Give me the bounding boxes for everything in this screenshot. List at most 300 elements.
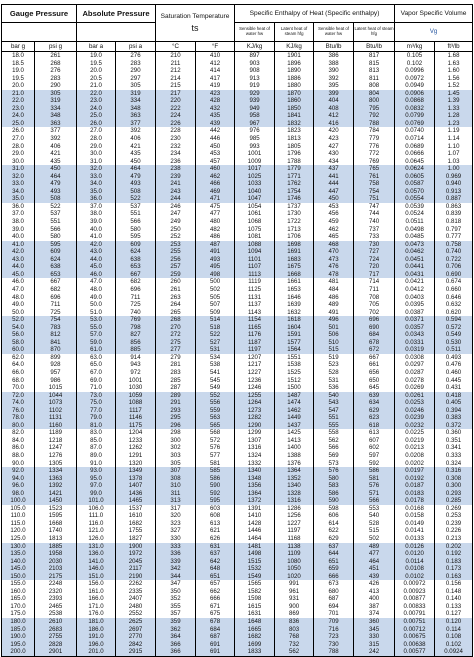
table-cell: 320 [156, 512, 196, 520]
table-cell: 191.0 [77, 633, 116, 641]
table-cell: 0.0133 [395, 535, 435, 543]
table-cell: 761 [354, 173, 395, 181]
table-cell: 73.0 [77, 392, 116, 400]
table-cell: 366 [156, 648, 196, 656]
table-row [2, 218, 473, 226]
table-cell: 410 [196, 52, 235, 60]
table-cell: 80.0 [2, 422, 35, 430]
table-cell: 1187 [235, 339, 275, 347]
table-cell: 432 [196, 105, 235, 113]
table-cell: 508 [35, 195, 77, 203]
table-cell: 41.0 [2, 241, 35, 249]
table-cell: 1168 [275, 535, 314, 543]
table-cell: 1088 [116, 399, 156, 407]
table-cell: 562 [314, 437, 354, 445]
table-cell: 1.52 [435, 82, 473, 90]
table-cell: 1832 [275, 120, 314, 128]
table-cell: 31.0 [77, 158, 116, 166]
table-cell: 0.360 [435, 429, 473, 437]
table-row [2, 497, 473, 505]
table-cell: 1762 [275, 180, 314, 188]
table-cell: 696 [354, 316, 395, 324]
specific-enthalpy-header: Specific Enthalpy of Heat (Specific enthalpy) [235, 5, 395, 23]
table-cell: 1363 [35, 475, 77, 483]
table-cell: 0.0225 [395, 429, 435, 437]
table-cell: 1364 [235, 490, 275, 498]
table-row [2, 324, 473, 332]
table-cell: 903 [235, 60, 275, 68]
table-cell: 1324 [235, 452, 275, 460]
table-cell: 1080 [275, 558, 314, 566]
table-row [2, 75, 473, 83]
table-cell: 0.120 [435, 618, 473, 626]
table-cell: 1813 [275, 135, 314, 143]
table-cell: 0.632 [435, 301, 473, 309]
table-row [2, 143, 473, 151]
table-cell: 105.0 [2, 505, 35, 513]
table-cell: 914 [116, 354, 156, 362]
table-cell: 1900 [116, 543, 156, 551]
table-cell: 0.0114 [395, 558, 435, 566]
table-cell: 1054 [235, 203, 275, 211]
table-cell: 1.60 [435, 67, 473, 75]
table-cell: 1233 [116, 437, 156, 445]
table-cell: 637 [314, 543, 354, 551]
table-cell: 39.0 [77, 218, 116, 226]
table-cell: 815 [354, 60, 395, 68]
table-cell: 510 [314, 339, 354, 347]
table-row [2, 467, 473, 475]
table-cell: 1730 [275, 210, 314, 218]
table-cell: 212 [156, 67, 196, 75]
table-cell: 181.0 [77, 618, 116, 626]
table-cell: 491 [314, 309, 354, 317]
table-cell: 0.127 [435, 610, 473, 618]
table-cell: 26.0 [2, 127, 35, 135]
table-cell: 1033 [235, 180, 275, 188]
table-cell: 0.00638 [395, 641, 435, 649]
table-row [2, 565, 473, 573]
table-cell: 222 [156, 105, 196, 113]
table-cell: 0.0473 [395, 241, 435, 249]
table-cell: 0.0666 [395, 150, 435, 158]
table-cell: 1001 [235, 150, 275, 158]
unit-header: KJ/kg [235, 42, 275, 52]
table-cell: 419 [196, 82, 235, 90]
table-cell: 377 [35, 127, 77, 135]
table-cell: 69.0 [77, 377, 116, 385]
table-cell: 2770 [116, 633, 156, 641]
table-cell: 682 [35, 286, 77, 294]
table-cell: 613 [196, 520, 235, 528]
table-cell: 1.19 [435, 127, 473, 135]
table-row [2, 82, 473, 90]
table-cell: 392 [35, 135, 77, 143]
table-cell: 2407 [116, 595, 156, 603]
table-cell: 2045 [116, 558, 156, 566]
table-cell: 72.0 [2, 392, 35, 400]
table-cell: 1407 [116, 482, 156, 490]
table-cell: 246 [156, 203, 196, 211]
table-cell: 555 [314, 422, 354, 430]
table-cell: 135.0 [2, 550, 35, 558]
table-cell: 1428 [235, 520, 275, 528]
table-cell: 623 [354, 414, 395, 422]
table-cell: 586 [196, 475, 235, 483]
table-cell: 566 [35, 226, 77, 234]
table-cell: 30.0 [77, 150, 116, 158]
table-cell: 1532 [235, 565, 275, 573]
table-cell: 537 [35, 210, 77, 218]
table-cell: 130.0 [2, 543, 35, 551]
table-cell: 471 [196, 195, 235, 203]
table-cell: 53.0 [77, 316, 116, 324]
table-cell: 1860 [275, 97, 314, 105]
table-cell: 435 [35, 158, 77, 166]
table-row [2, 233, 473, 241]
table-row [2, 226, 473, 234]
table-cell: 0.549 [435, 331, 473, 339]
table-cell: 31.0 [2, 165, 35, 173]
table-cell: 236 [156, 158, 196, 166]
table-cell: 629 [354, 407, 395, 415]
table-cell: 1771 [275, 173, 314, 181]
table-cell: 1646 [275, 294, 314, 302]
table-cell: 730 [354, 241, 395, 249]
table-cell: 1340 [235, 467, 275, 475]
absolute-pressure-subheader-blank [77, 23, 156, 42]
table-cell: 1073 [35, 399, 77, 407]
table-cell: 661 [354, 361, 395, 369]
table-cell: 2755 [35, 633, 77, 641]
table-cell: 482 [196, 226, 235, 234]
table-cell: 559 [196, 407, 235, 415]
table-cell: 0.722 [435, 256, 473, 264]
table-cell: 308 [156, 475, 196, 483]
table-cell: 714 [354, 278, 395, 286]
table-cell: 161.0 [77, 588, 116, 596]
table-cell: 1474 [275, 399, 314, 407]
table-cell: 595 [35, 241, 77, 249]
table-cell: 687 [196, 633, 235, 641]
table-cell: 99.0 [77, 490, 116, 498]
table-cell: 1538 [275, 361, 314, 369]
table-cell: 0.140 [435, 595, 473, 603]
table-cell: 265 [156, 309, 196, 317]
table-cell: 1282 [235, 414, 275, 422]
table-row [2, 346, 473, 354]
table-cell: 1437 [275, 422, 314, 430]
table-cell: 0.0431 [395, 271, 435, 279]
table-cell: 18.5 [2, 60, 35, 68]
table-row [2, 256, 473, 264]
table-row [2, 150, 473, 158]
table-cell: 224 [156, 112, 196, 120]
table-cell: 1356 [235, 482, 275, 490]
table-cell: 1316 [275, 497, 314, 505]
table-cell: 201.0 [77, 648, 116, 656]
table-cell: 272 [156, 331, 196, 339]
table-cell: 1551 [275, 354, 314, 362]
table-cell: 33.0 [2, 180, 35, 188]
table-cell: 1465 [116, 497, 156, 505]
table-cell: 428 [196, 97, 235, 105]
table-cell: 967 [235, 120, 275, 128]
table-cell: 25.0 [77, 112, 116, 120]
table-cell: 1176 [235, 331, 275, 339]
table-cell: 509 [196, 309, 235, 317]
table-cell: 0.0740 [395, 127, 435, 135]
table-cell: 506 [314, 331, 354, 339]
table-cell: 0.226 [435, 527, 473, 535]
table-row [2, 429, 473, 437]
unit-header: °F [196, 42, 235, 52]
table-cell: 682 [116, 278, 156, 286]
table-cell: 583 [314, 482, 354, 490]
table-cell: 348 [35, 112, 77, 120]
table-cell: 991 [275, 580, 314, 588]
table-cell: 470 [314, 248, 354, 256]
table-cell: 1.45 [435, 90, 473, 98]
table-row [2, 558, 473, 566]
table-cell: 607 [354, 437, 395, 445]
table-cell: 464 [35, 173, 77, 181]
table-cell: 522 [196, 331, 235, 339]
table-cell: 399 [314, 90, 354, 98]
table-cell: 330 [354, 633, 395, 641]
table-cell: 239 [156, 173, 196, 181]
table-cell: 298 [156, 429, 196, 437]
table-cell: 29.0 [77, 143, 116, 151]
table-cell: 1462 [275, 407, 314, 415]
table-cell: 255 [156, 248, 196, 256]
table-cell: 1276 [35, 452, 77, 460]
table-cell: 0.620 [435, 309, 473, 317]
table-cell: 451 [354, 565, 395, 573]
table-cell: 74.0 [2, 399, 35, 407]
table-cell: 725 [116, 301, 156, 309]
table-cell: 1.39 [435, 97, 473, 105]
table-cell: 1017 [235, 165, 275, 173]
table-row [2, 377, 473, 385]
table-cell: 1291 [116, 452, 156, 460]
table-cell: 190.0 [2, 633, 35, 641]
table-row [2, 610, 473, 618]
table-cell: 0.0539 [395, 203, 435, 211]
table-row [2, 490, 473, 498]
table-cell: 592 [354, 460, 395, 468]
table-cell: 1885 [35, 543, 77, 551]
table-row [2, 543, 473, 551]
table-cell: 1665 [235, 626, 275, 634]
table-cell: 404 [314, 97, 354, 105]
table-cell: 581 [196, 460, 235, 468]
table-cell: 0.511 [435, 346, 473, 354]
table-cell: 0.102 [395, 60, 435, 68]
table-cell: 667 [354, 354, 395, 362]
table-cell: 462 [314, 226, 354, 234]
table-cell: 293 [156, 407, 196, 415]
table-cell: 423 [314, 135, 354, 143]
table-row [2, 618, 473, 626]
table-cell: 949 [235, 105, 275, 113]
table-cell: 2538 [35, 610, 77, 618]
table-cell: 531 [314, 377, 354, 385]
table-cell: 214 [156, 75, 196, 83]
table-cell: 523 [314, 361, 354, 369]
table-cell: 1305 [35, 460, 77, 468]
table-cell: 0.102 [435, 641, 473, 649]
table-cell: 621 [196, 527, 235, 535]
table-cell: 38.0 [77, 210, 116, 218]
unit-header: bar a [77, 42, 116, 52]
table-cell: 1699 [235, 641, 275, 649]
table-cell: 0.0208 [395, 452, 435, 460]
table-cell: 261 [156, 286, 196, 294]
table-cell: 77.0 [77, 407, 116, 415]
table-cell: 1755 [116, 527, 156, 535]
table-cell: 624 [35, 256, 77, 264]
table-cell: 0.940 [435, 180, 473, 188]
table-cell: 673 [314, 580, 354, 588]
table-cell: 450 [116, 158, 156, 166]
table-cell: 0.0799 [395, 112, 435, 120]
table-cell: 1391 [235, 505, 275, 513]
table-cell: 54.0 [2, 324, 35, 332]
table-cell: 313 [156, 497, 196, 505]
table-row [2, 278, 473, 286]
table-cell: 111.0 [77, 512, 116, 520]
table-cell: 1653 [275, 286, 314, 294]
table-cell: 2117 [116, 565, 156, 573]
table-cell: 33.0 [77, 173, 116, 181]
table-row [2, 67, 473, 75]
table-cell: 566 [354, 497, 395, 505]
table-cell: 355 [156, 603, 196, 611]
table-cell: 0.0441 [395, 263, 435, 271]
table-cell: 908 [235, 67, 275, 75]
table-cell: 1059 [116, 392, 156, 400]
table-cell: 613 [354, 429, 395, 437]
table-cell: 0.460 [435, 369, 473, 377]
table-cell: 1286 [275, 505, 314, 513]
table-cell: 220 [156, 97, 196, 105]
table-cell: 315 [354, 641, 395, 649]
table-cell: 0.863 [435, 203, 473, 211]
table-row [2, 535, 473, 543]
table-cell: 496 [314, 316, 354, 324]
absolute-pressure-header: Absolute Pressure [77, 5, 156, 23]
table-cell: 460 [196, 165, 235, 173]
table-cell: 644 [314, 550, 354, 558]
table-cell: 466 [196, 180, 235, 188]
table-cell: 783 [35, 324, 77, 332]
table-row [2, 331, 473, 339]
table-cell: 23.0 [77, 97, 116, 105]
table-cell: 1668 [275, 271, 314, 279]
table-cell: 500 [196, 278, 235, 286]
table-cell: 0.00791 [395, 610, 435, 618]
table-row [2, 248, 473, 256]
table-row [2, 127, 473, 135]
table-cell: 27.0 [77, 127, 116, 135]
table-cell: 581 [354, 475, 395, 483]
table-cell: 769 [116, 316, 156, 324]
table-cell: 0.341 [435, 444, 473, 452]
unit-header: ft³/lb [435, 42, 473, 52]
table-cell: 1886 [275, 75, 314, 83]
table-cell: 1958 [35, 550, 77, 558]
table-cell: 342 [156, 565, 196, 573]
table-cell: 146.0 [77, 565, 116, 573]
table-cell: 1512 [275, 377, 314, 385]
table-cell: 49.0 [2, 301, 35, 309]
table-cell: 36.0 [2, 203, 35, 211]
table-cell: 200.0 [2, 648, 35, 656]
table-cell: 0.0343 [395, 331, 435, 339]
table-cell: 252 [156, 233, 196, 241]
table-cell: 1722 [275, 218, 314, 226]
table-cell: 46.0 [77, 271, 116, 279]
table-row [2, 112, 473, 120]
table-cell: 101.0 [77, 497, 116, 505]
table-cell: 659 [314, 565, 354, 573]
table-cell: 720 [354, 263, 395, 271]
table-cell: 1020 [275, 573, 314, 581]
table-cell: 776 [354, 143, 395, 151]
table-cell: 160.0 [2, 588, 35, 596]
table-cell: 514 [196, 316, 235, 324]
table-row [2, 595, 473, 603]
table-cell: 0.0645 [395, 158, 435, 166]
table-row [2, 384, 473, 392]
table-cell: 1410 [235, 512, 275, 520]
table-cell: 217 [156, 90, 196, 98]
table-cell: 1094 [235, 248, 275, 256]
table-cell: 484 [314, 286, 354, 294]
table-cell: 985 [235, 135, 275, 143]
table-cell: 1015 [35, 384, 77, 392]
table-cell: 1352 [275, 475, 314, 483]
table-cell: 747 [354, 203, 395, 211]
table-cell: 305 [35, 90, 77, 98]
table-cell: 547 [314, 407, 354, 415]
table-cell: 0.0246 [395, 407, 435, 415]
steam-property-table [1, 4, 473, 657]
table-cell: 0.0108 [395, 565, 435, 573]
table-cell: 551 [314, 414, 354, 422]
table-cell: 408 [314, 105, 354, 113]
table-cell: 1.68 [435, 52, 473, 60]
table-cell: 0.0269 [395, 384, 435, 392]
table-cell: 491 [196, 248, 235, 256]
table-cell: 0.818 [435, 218, 473, 226]
table-cell: 0.690 [435, 271, 473, 279]
table-row [2, 188, 473, 196]
table-cell: 0.300 [435, 482, 473, 490]
table-cell: 40.0 [77, 226, 116, 234]
table-cell: 395 [314, 82, 354, 90]
table-cell: 1668 [35, 520, 77, 528]
table-cell: 323 [156, 520, 196, 528]
table-row [2, 210, 473, 218]
table-cell: 92.0 [2, 467, 35, 475]
table-cell: 993 [235, 143, 275, 151]
table-cell: 675 [196, 610, 235, 618]
table-cell: 141.0 [77, 558, 116, 566]
table-cell: 226 [156, 120, 196, 128]
table-cell: 49.0 [77, 294, 116, 302]
